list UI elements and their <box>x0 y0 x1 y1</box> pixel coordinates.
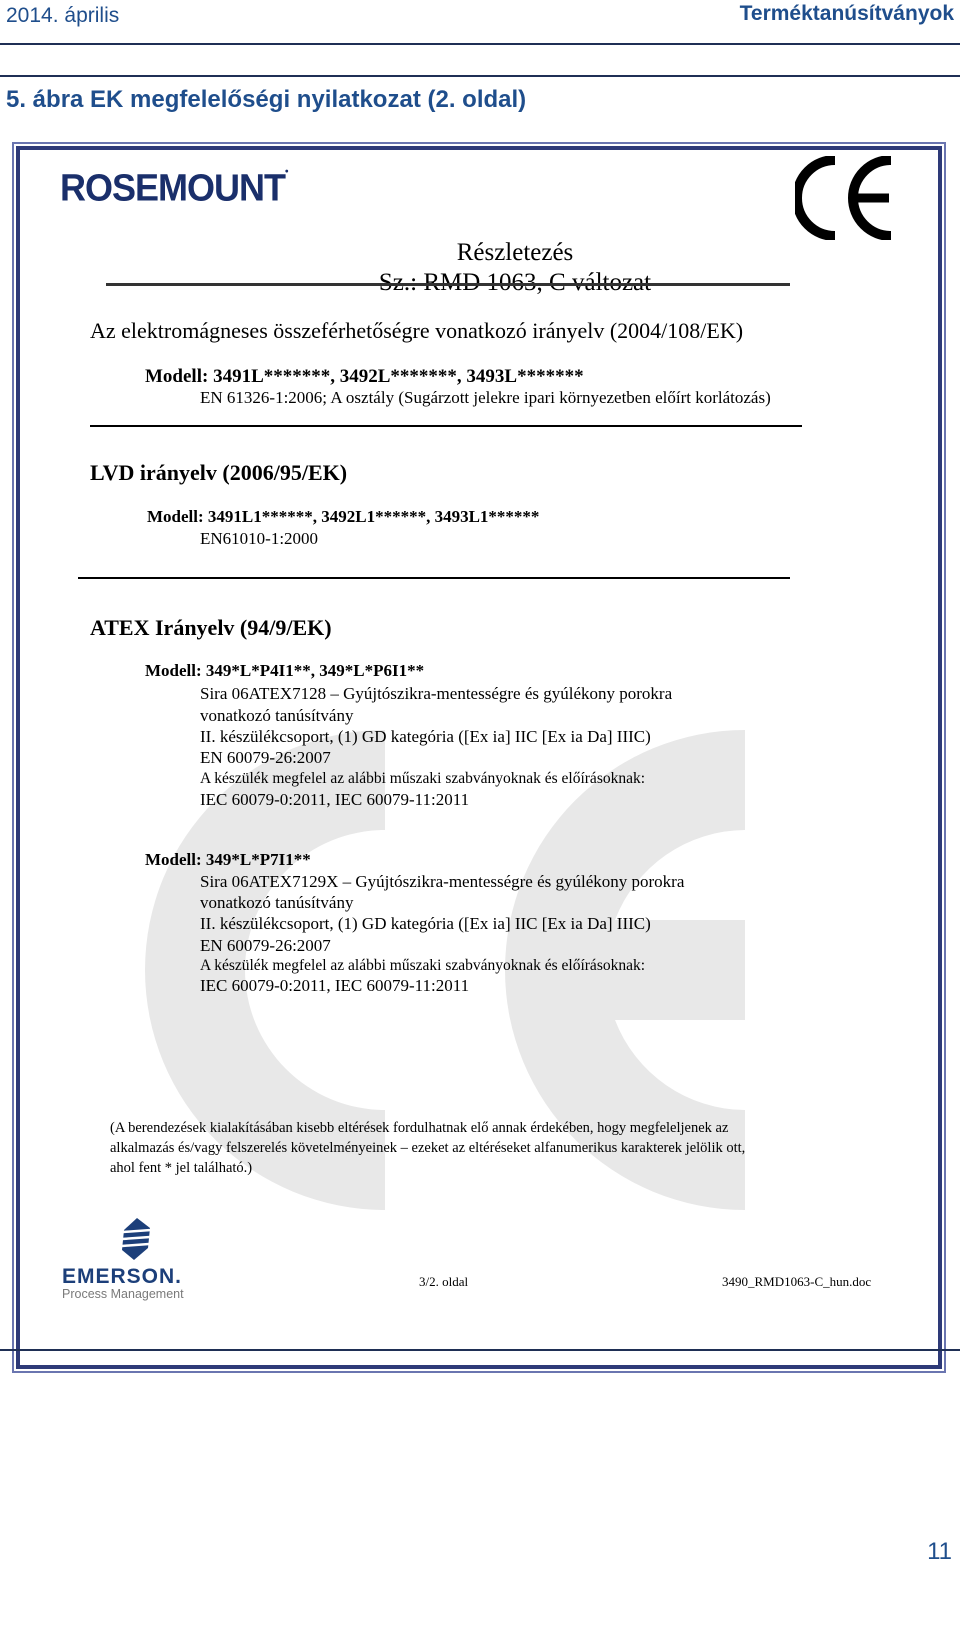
trademark-mark: • <box>285 166 288 178</box>
emc-title: Az elektromágneses összeférhetőségre vonatkozó irányelv (2004/108/EK) <box>90 318 744 343</box>
emerson-logo-name: EMERSON. <box>62 1265 183 1288</box>
lvd-standard: EN61010-1:2000 <box>200 529 319 548</box>
declaration-doc-id: 3490_RMD1063-C_hun.doc <box>722 1274 872 1289</box>
atex-block2-en-standard: EN 60079-26:2007 <box>200 936 331 955</box>
heading-rule <box>106 283 790 286</box>
atex-block2-cert-line2: vonatkozó tanúsítvány <box>200 893 354 912</box>
declaration-page-label: 3/2. oldal <box>419 1274 469 1289</box>
rosemount-logo <box>60 166 288 210</box>
atex-block1-model: Modell: 349*L*P4I1**, 349*L*P6I1** <box>145 661 425 680</box>
atex-block2-iec: IEC 60079-0:2011, IEC 60079-11:2011 <box>200 976 470 995</box>
atex-block1-en-standard: EN 60079-26:2007 <box>200 748 331 767</box>
heading-subtitle: Sz.: RMD 1063, C változat <box>378 269 652 296</box>
variance-note-line: alkalmazás és/vagy felszerelés követelményeinek – ezeket az eltéréseket alfanumerikus karakterek jelölik ott, <box>110 1140 746 1156</box>
atex-title: ATEX Irányelv (94/9/EK) <box>90 615 332 640</box>
atex-block1-compliance-note: A készülék megfelel az alábbi műszaki szabványoknak és előírásoknak: <box>200 770 646 787</box>
footer-divider <box>0 1349 960 1351</box>
header-divider <box>0 43 960 45</box>
lvd-model: Modell: 3491L1******, 3492L1******, 3493L1****** <box>147 507 540 526</box>
emerson-logo-tagline: Process Management <box>62 1287 184 1301</box>
atex-block1-cert-line1: Sira 06ATEX7128 – Gyújtószikra-mentességre és gyúlékony porokra <box>200 684 673 703</box>
atex-block1-group: II. készülékcsoport, (1) GD kategória ([Ex ia] IIC [Ex ia Da] IIIC) <box>200 727 651 746</box>
ce-mark-icon <box>795 156 895 240</box>
document-heading <box>330 238 700 298</box>
variance-note-line: ahol fent * jel található.) <box>110 1160 253 1176</box>
atex-block1-iec: IEC 60079-0:2011, IEC 60079-11:2011 <box>200 790 470 809</box>
heading-title: Részletezés <box>456 239 574 266</box>
variance-note-line: (A berendezések kialakításában kisebb eltérések fordulhatnak elő annak érdekében, hogy megfeleljenek az <box>110 1120 729 1136</box>
caption-divider <box>0 75 960 77</box>
emerson-logo <box>62 1218 212 1301</box>
lvd-title: LVD irányelv (2006/95/EK) <box>90 460 348 485</box>
atex-block2-group: II. készülékcsoport, (1) GD kategória ([Ex ia] IIC [Ex ia Da] IIIC) <box>200 914 651 933</box>
header-date: 2014. április <box>6 4 120 27</box>
atex-block1-cert-line2: vonatkozó tanúsítvány <box>200 706 354 725</box>
emc-model: Modell: 3491L*******, 3492L*******, 3493L******* <box>145 366 584 387</box>
page-number: 11 <box>927 1538 952 1565</box>
variance-note <box>110 1118 830 1178</box>
figure-caption: 5. ábra EK megfelelőségi nyilatkozat (2. oldal) <box>6 86 527 113</box>
rosemount-logo-text: ROSEMOUNT <box>60 166 285 210</box>
atex-block2-model: Modell: 349*L*P7I1** <box>145 850 311 869</box>
lvd-rule <box>78 577 790 579</box>
atex-block2-cert-line1: Sira 06ATEX7129X – Gyújtószikra-mentességre és gyúlékony porokra <box>200 872 685 891</box>
header-section-title: Terméktanúsítványok <box>739 2 954 25</box>
atex-block2-compliance-note: A készülék megfelel az alábbi műszaki szabványoknak és előírásoknak: <box>200 957 646 974</box>
emc-rule <box>90 425 802 427</box>
emerson-globe-icon <box>62 1218 212 1260</box>
emc-standard: EN 61326-1:2006; A osztály (Sugárzott jelekre ipari környezetben előírt korlátozás) <box>200 388 771 407</box>
